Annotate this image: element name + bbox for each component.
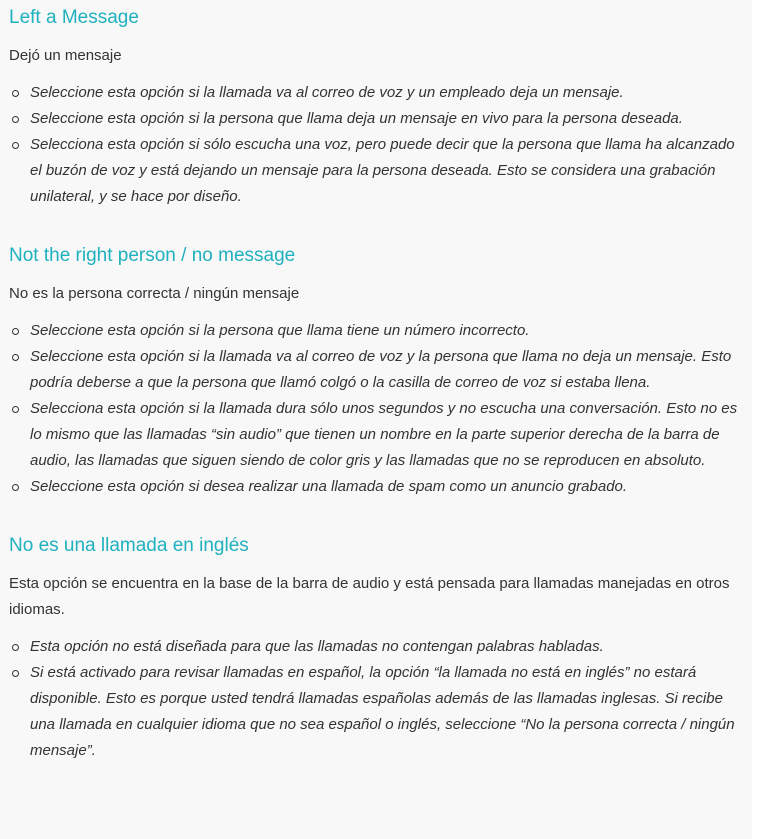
list-item: Seleccione esta opción si la persona que llama tiene un número incorrecto. [30,318,750,344]
list-item: Esta opción no está diseñada para que las llamadas no contengan palabras habladas. [30,634,750,660]
list-item: Seleccione esta opción si desea realizar una llamada de spam como un anuncio grabado. [30,474,750,500]
section-title: Left a Message [9,7,139,28]
section-not-english-call [9,534,752,764]
list-item: Selecciona esta opción si sólo escucha una voz, pero puede decir que la persona que llama ha alcanzado el buzón de voz y está dejando un mensaje para la persona deseada. Esto se considera una grabación unilateral, y se hace por diseño. [30,132,750,210]
section-left-a-message [9,6,752,210]
bullet-list [9,318,750,500]
list-item: Seleccione esta opción si la llamada va al correo de voz y un empleado deja un mensaje. [30,80,750,106]
section-description: Dejó un mensaje [9,47,122,64]
bullet-list [9,80,750,210]
list-item: Selecciona esta opción si la llamada dura sólo unos segundos y no escucha una conversación. Esto no es lo mismo que las llamadas “sin audio” que tienen un nombre en la parte superior derecha de la barra de audio, las llamadas que siguen siendo de color gris y las llamadas que no se reproducen en absoluto. [30,396,750,474]
bullet-list [9,634,750,764]
list-item: Seleccione esta opción si la persona que llama deja un mensaje en vivo para la persona deseada. [30,106,750,132]
list-item: Seleccione esta opción si la llamada va al correo de voz y la persona que llama no deja un mensaje. Esto podría deberse a que la persona que llamó colgó o la casilla de correo de voz si estaba llena. [30,344,750,396]
section-title: Not the right person / no message [9,245,296,266]
section-description: No es la persona correcta / ningún mensaje [9,285,300,302]
list-item: Si está activado para revisar llamadas en español, la opción “la llamada no está en inglés” no estará disponible. Esto es porque usted tendrá llamadas españolas además de las llamadas inglesas. Si recibe una llamada en cualquier idioma que no sea español o inglés, seleccione “No la persona correcta / ningún mensaje”. [30,660,750,764]
section-title: No es una llamada en inglés [9,535,249,556]
section-description: Esta opción se encuentra en la base de la barra de audio y está pensada para llamadas manejadas en otros idiomas. [9,575,730,618]
section-not-the-right-person [9,244,752,500]
